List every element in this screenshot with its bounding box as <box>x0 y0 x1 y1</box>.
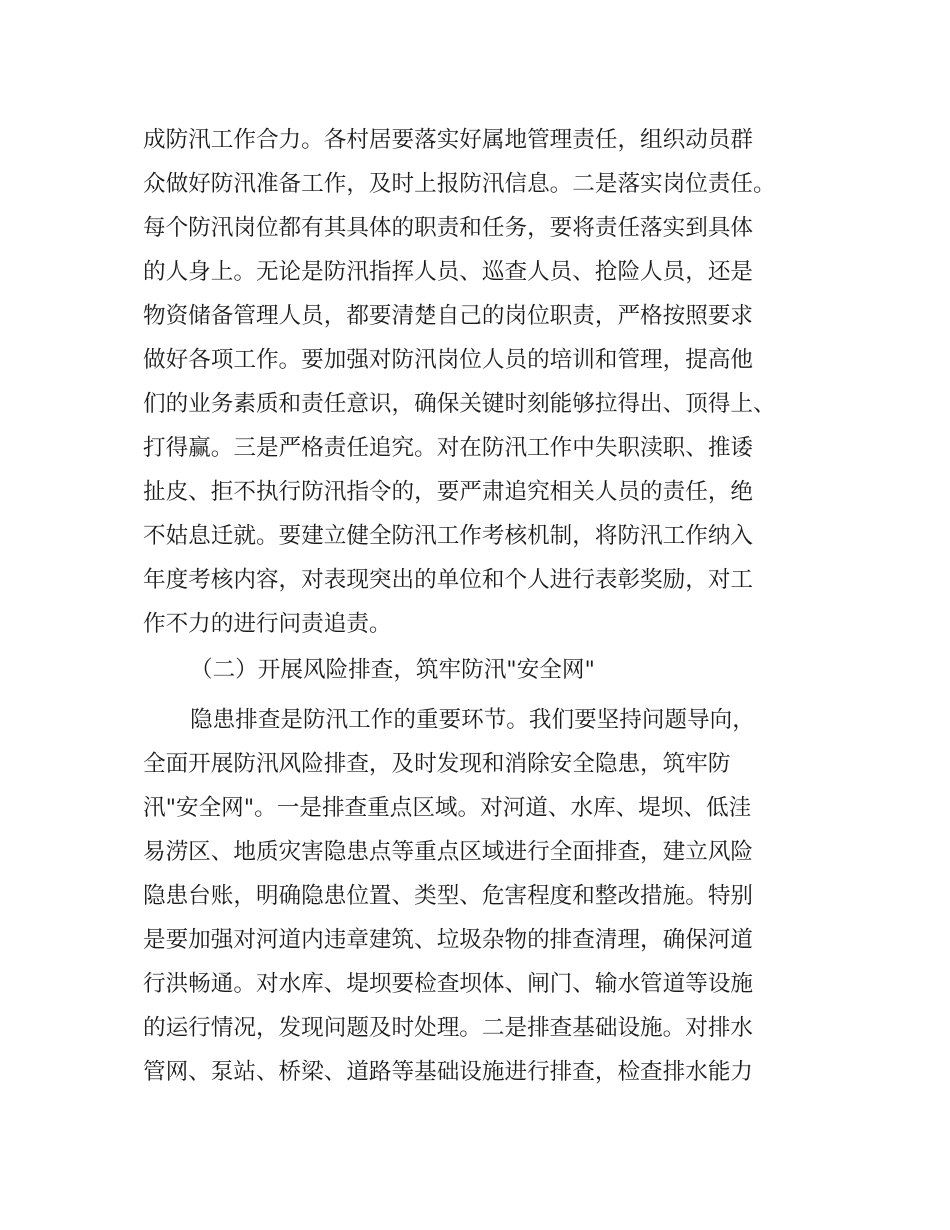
paragraph-1-line: 成防汛工作合力。各村居要落实好属地管理责任，组织动员群 <box>143 127 754 153</box>
paragraph-2-line: 隐患台账，明确隐患位置、类型、危害程度和整改措施。特别 <box>143 883 754 909</box>
paragraph-1-line: 不姑息迁就。要建立健全防汛工作考核机制，将防汛工作纳入 <box>143 523 754 549</box>
paragraph-1-line: 众做好防汛准备工作，及时上报防汛信息。二是落实岗位责任。 <box>143 171 776 197</box>
paragraph-1-line: 们的业务素质和责任意识，确保关键时刻能够拉得出、顶得上、 <box>143 391 776 417</box>
paragraph-2-line: 全面开展防汛风险排查，及时发现和消除安全隐患，筑牢防 <box>143 751 731 777</box>
paragraph-2-line: 汛"安全网"。一是排查重点区域。对河道、水库、堤坝、低洼 <box>143 795 752 821</box>
paragraph-2-line: 管网、泵站、桥梁、道路等基础设施进行排查，检查排水能力 <box>143 1059 754 1085</box>
paragraph-2-line: 隐患排查是防汛工作的重要环节。我们要坚持问题导向， <box>190 707 755 733</box>
paragraph-2-line: 易涝区、地质灾害隐患点等重点区域进行全面排查，建立风险 <box>143 839 754 865</box>
paragraph-1-line: 年度考核内容，对表现突出的单位和个人进行表彰奖励，对工 <box>143 567 754 593</box>
paragraph-1-line: 物资储备管理人员，都要清楚自己的岗位职责，严格按照要求 <box>143 303 754 329</box>
paragraph-2-line: 的运行情况，发现问题及时处理。二是排查基础设施。对排水 <box>143 1015 754 1041</box>
paragraph-1-line: 扯皮、拒不执行防汛指令的，要严肃追究相关人员的责任，绝 <box>143 479 754 505</box>
paragraph-1-line: 的人身上。无论是防汛指挥人员、巡查人员、抢险人员，还是 <box>143 259 754 285</box>
section-heading: （二）开展风险排查，筑牢防汛"安全网" <box>190 657 595 683</box>
paragraph-2-line: 是要加强对河道内违章建筑、垃圾杂物的排查清理，确保河道 <box>143 927 754 953</box>
paragraph-1-line: 打得赢。三是严格责任追究。对在防汛工作中失职渎职、推诿 <box>143 435 754 461</box>
paragraph-1-line: 做好各项工作。要加强对防汛岗位人员的培训和管理，提高他 <box>143 347 754 373</box>
paragraph-1-line: 作不力的进行问责追责。 <box>143 611 392 637</box>
paragraph-2-line: 行洪畅通。对水库、堤坝要检查坝体、闸门、输水管道等设施 <box>143 971 754 997</box>
paragraph-1-line: 每个防汛岗位都有其具体的职责和任务，要将责任落实到具体 <box>143 215 754 241</box>
